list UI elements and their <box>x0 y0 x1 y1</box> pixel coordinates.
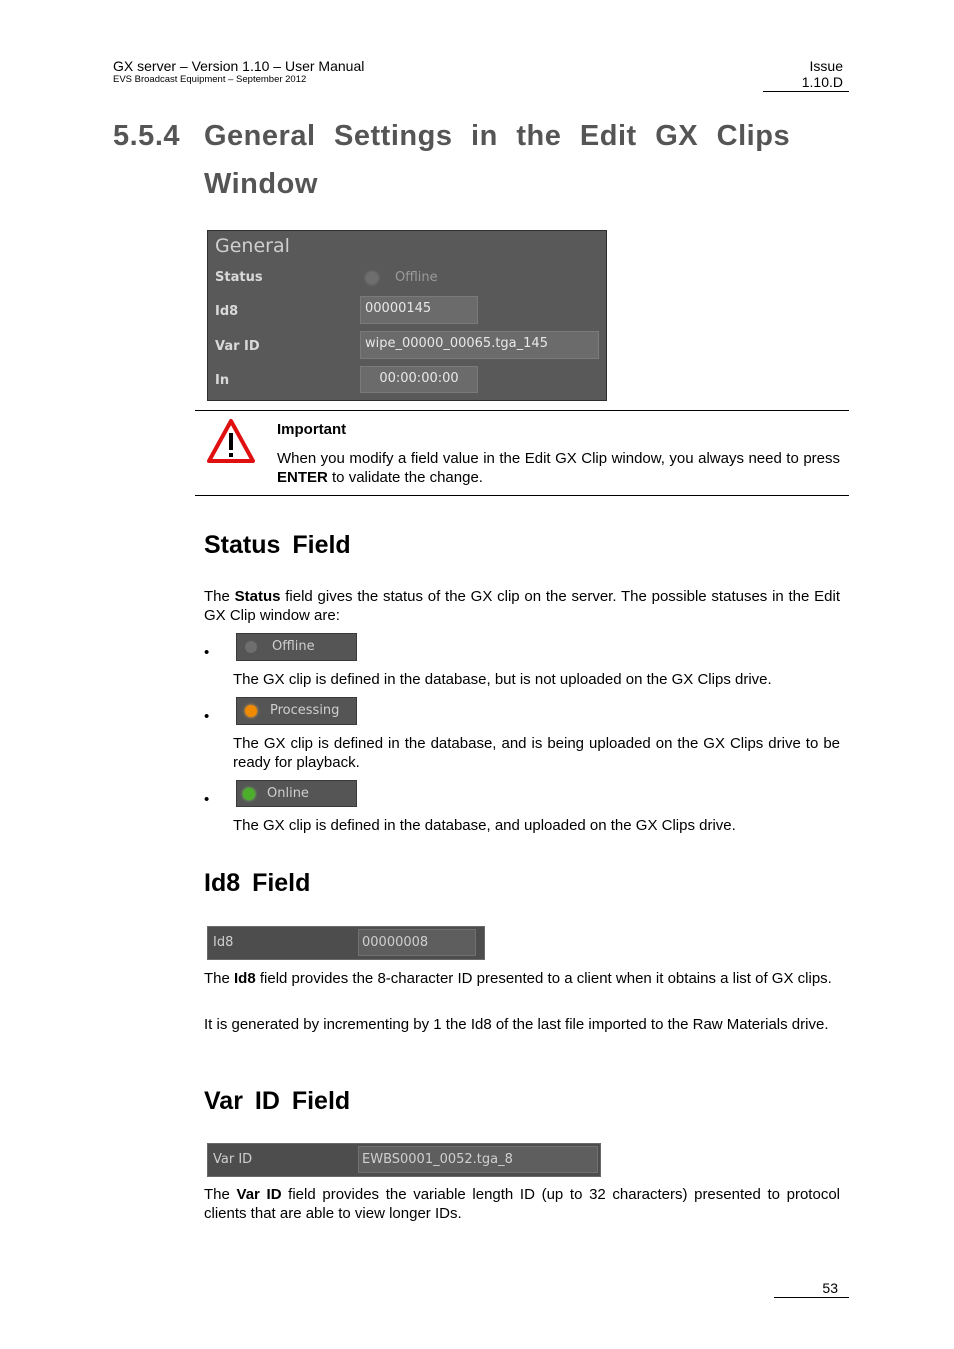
bullet-online: • <box>204 791 210 808</box>
processing-dot-icon <box>245 705 257 717</box>
status-indicator-icon <box>366 272 378 284</box>
varid-strip-value: EWBS0001_0052.tga_8 <box>362 1152 513 1167</box>
id8-field-heading: Id8 Field <box>204 869 311 897</box>
issue-value: 1.10.D <box>801 74 843 90</box>
offline-dot-icon <box>245 641 257 653</box>
header-rule <box>763 91 849 92</box>
offline-label: Offline <box>272 639 315 654</box>
id8-strip-value: 00000008 <box>362 935 429 950</box>
document-title: GX server – Version 1.10 – User Manual <box>113 58 365 74</box>
id8-paragraph-1: The Id8 field provides the 8-character ID presented to a client when it obtains a list of GX clips. <box>204 970 832 987</box>
status-value: Offline <box>395 270 438 285</box>
varid-label: Var ID <box>215 339 260 354</box>
varid-strip <box>207 1143 601 1177</box>
important-heading: Important <box>277 421 347 438</box>
issue-label: Issue <box>809 58 843 74</box>
online-description: The GX clip is defined in the database, and uploaded on the GX Clips drive. <box>233 817 736 834</box>
section-title-line1: General Settings in the Edit GX Clips <box>204 120 791 152</box>
id8-label: Id8 <box>215 304 239 319</box>
general-settings-panel <box>207 230 607 401</box>
id8-strip-label: Id8 <box>213 935 234 950</box>
in-label: In <box>215 373 230 388</box>
status-field-heading: Status Field <box>204 531 351 559</box>
id8-paragraph-2: It is generated by incrementing by 1 the Id8 of the last file imported to the Raw Materials drive. <box>204 1016 829 1033</box>
in-timecode-input[interactable]: 00:00:00:00 <box>360 366 478 393</box>
online-dot-icon <box>243 788 255 800</box>
varid-strip-field[interactable] <box>358 1146 598 1173</box>
id8-input[interactable]: 00000145 <box>360 296 478 324</box>
note-bottom-rule <box>195 495 849 496</box>
status-badge-online <box>236 780 357 807</box>
status-badge-offline <box>236 633 357 661</box>
varid-input[interactable]: wipe_00000_00065.tga_145 <box>360 331 599 359</box>
varid-paragraph-1: The Var ID field provides the variable length ID (up to 32 characters) presented to protocol clients that are able to view longer IDs. <box>204 1186 840 1222</box>
status-label: Status <box>215 270 263 285</box>
section-title-line2: Window <box>204 168 318 200</box>
status-badge-processing <box>236 697 357 725</box>
id8-strip-field[interactable] <box>358 929 476 956</box>
online-label: Online <box>267 786 309 801</box>
section-number: 5.5.4 <box>113 120 180 152</box>
bullet-offline: • <box>204 644 210 661</box>
varid-field-heading: Var ID Field <box>204 1087 351 1115</box>
warning-icon <box>206 418 256 464</box>
processing-description: The GX clip is defined in the database, and is being uploaded on the GX Clips drive to be ready for playback. <box>233 735 840 771</box>
panel-title: General <box>215 235 290 257</box>
bullet-processing: • <box>204 708 210 725</box>
status-field-intro: The Status field gives the status of the GX clip on the server. The possible statuses in the Edit GX Clip window are: <box>204 588 840 624</box>
processing-label: Processing <box>270 703 340 718</box>
varid-strip-label: Var ID <box>213 1152 253 1167</box>
note-top-rule <box>195 410 849 411</box>
page-number: 53 <box>822 1280 838 1296</box>
document-subtitle: EVS Broadcast Equipment – September 2012 <box>113 74 307 85</box>
id8-strip <box>207 926 485 960</box>
footer-rule <box>774 1297 849 1298</box>
important-text: When you modify a field value in the Edit GX Clip window, you always need to press ENTER to validate the change. <box>277 450 840 486</box>
offline-description: The GX clip is defined in the database, but is not uploaded on the GX Clips drive. <box>233 671 772 688</box>
